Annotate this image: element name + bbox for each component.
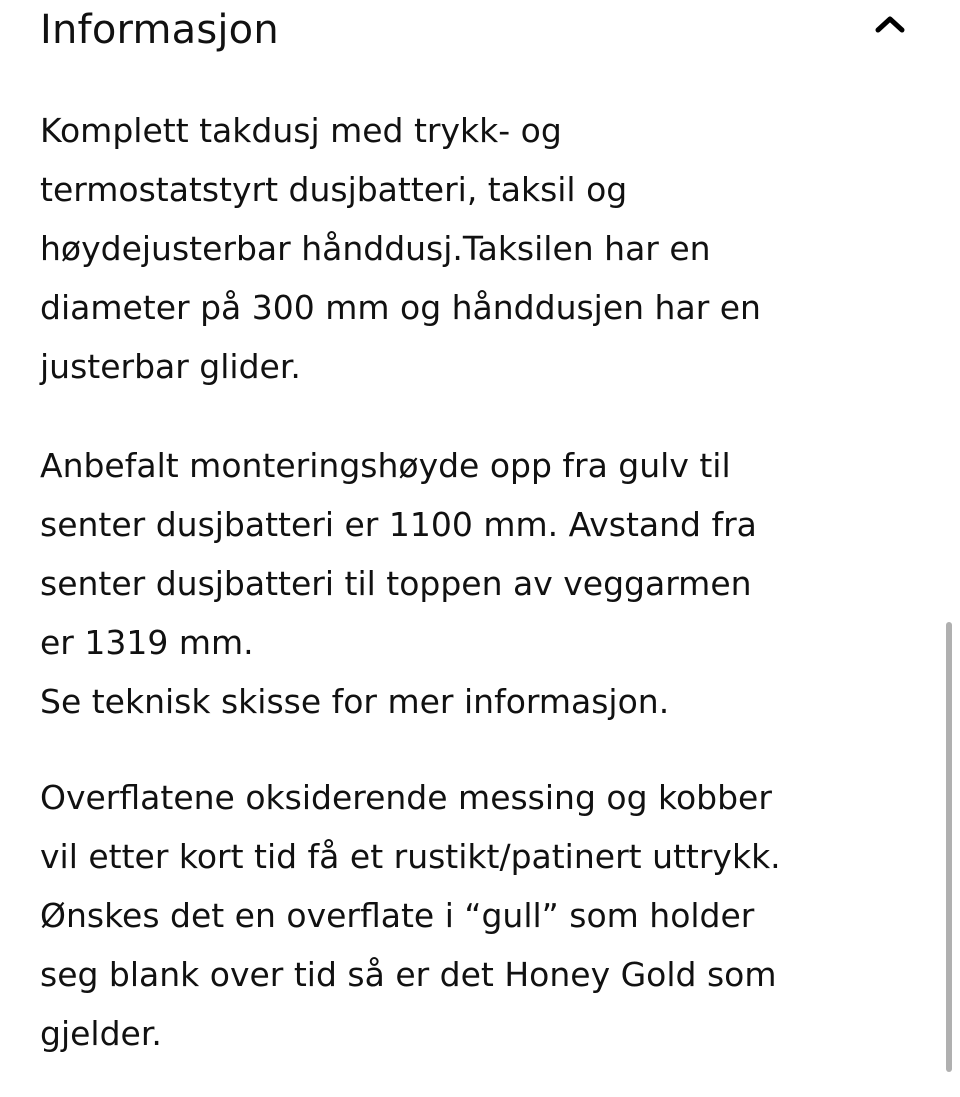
text-line: Anbefalt monteringshøyde opp fra gulv til <box>40 446 731 485</box>
text-line: gjelder. <box>40 1014 162 1053</box>
text-line: er 1319 mm. <box>40 623 254 662</box>
mounting-paragraph <box>40 436 757 731</box>
text-line: Ønskes det en overflate i “gull” som holder <box>40 896 755 935</box>
text-line: senter dusjbatteri er 1100 mm. Avstand fra <box>40 505 757 544</box>
text-line: Komplett takdusj med trykk- og <box>40 111 562 150</box>
text-line: vil etter kort tid få et rustikt/patinert uttrykk. <box>40 837 781 876</box>
text-line: Se teknisk skisse for mer informasjon. <box>40 682 670 721</box>
description-paragraph <box>40 101 761 396</box>
text-line: diameter på 300 mm og hånddusjen har en <box>40 288 761 327</box>
scrollbar-thumb[interactable] <box>946 622 952 1072</box>
chevron-up-icon[interactable] <box>872 12 908 36</box>
text-line: justerbar glider. <box>40 347 301 386</box>
text-line: seg blank over tid så er det Honey Gold som <box>40 955 777 994</box>
text-line: senter dusjbatteri til toppen av veggarmen <box>40 564 752 603</box>
surface-paragraph <box>40 768 781 1063</box>
section-title: Informasjon <box>40 7 279 53</box>
text-line: termostatstyrt dusjbatteri, taksil og <box>40 170 628 209</box>
text-line: Overflatene oksiderende messing og kobber <box>40 778 772 817</box>
text-line: høydejusterbar hånddusj.Taksilen har en <box>40 229 711 268</box>
